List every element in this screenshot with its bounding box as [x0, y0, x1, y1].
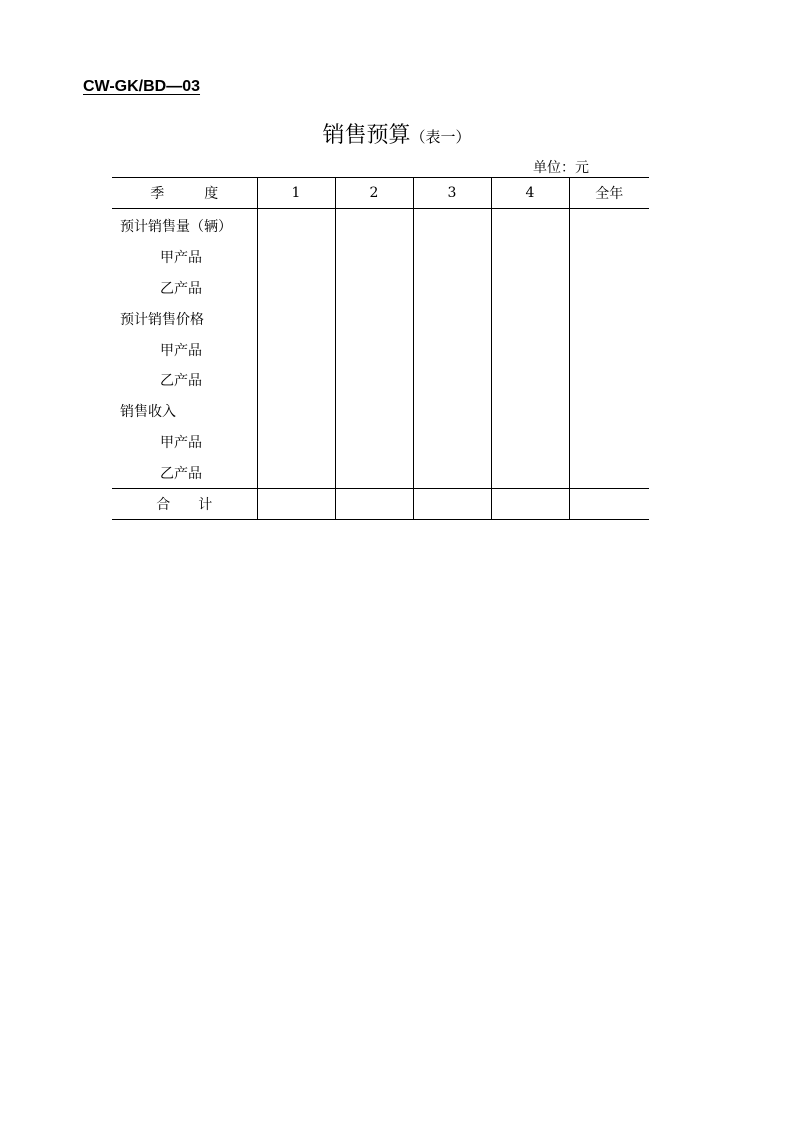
table-row [112, 396, 649, 427]
cell-year[interactable] [569, 365, 649, 396]
cell-q3[interactable] [413, 334, 491, 365]
row-label: 预计销售量（辆） [120, 219, 232, 236]
document-code: CW-GK/BD—03 [83, 78, 201, 95]
header-season [112, 178, 257, 209]
table-header-row [112, 178, 649, 209]
total-q3[interactable] [413, 489, 491, 520]
cell-q3[interactable] [413, 303, 491, 334]
cell-q1[interactable] [257, 396, 335, 427]
total-label-char-2: 计 [198, 497, 213, 514]
cell-q3[interactable] [413, 273, 491, 304]
cell-year[interactable] [569, 242, 649, 273]
total-q1[interactable] [257, 489, 335, 520]
cell-q3[interactable] [413, 396, 491, 427]
cell-q4[interactable] [491, 457, 569, 488]
cell-q4[interactable] [491, 334, 569, 365]
cell-q1[interactable] [257, 427, 335, 458]
header-season-char-1: 季 [150, 186, 165, 202]
cell-year[interactable] [569, 273, 649, 304]
cell-q1[interactable] [257, 334, 335, 365]
cell-q2[interactable] [335, 427, 413, 458]
cell-q2[interactable] [335, 457, 413, 488]
total-label-char-1: 合 [156, 497, 171, 514]
header-quarter-1: 1 [257, 178, 335, 209]
cell-q1[interactable] [257, 303, 335, 334]
total-label [112, 489, 257, 520]
cell-q4[interactable] [491, 273, 569, 304]
table-row [112, 303, 649, 334]
cell-year[interactable] [569, 427, 649, 458]
header-quarter-3: 3 [413, 178, 491, 209]
row-label: 乙产品 [160, 465, 202, 482]
cell-q2[interactable] [335, 209, 413, 242]
cell-q3[interactable] [413, 365, 491, 396]
cell-q1[interactable] [257, 273, 335, 304]
cell-q1[interactable] [257, 242, 335, 273]
cell-year[interactable] [569, 334, 649, 365]
cell-q4[interactable] [491, 396, 569, 427]
table-row [112, 427, 649, 458]
cell-year[interactable] [569, 396, 649, 427]
cell-q1[interactable] [257, 209, 335, 242]
cell-q2[interactable] [335, 242, 413, 273]
cell-q3[interactable] [413, 457, 491, 488]
page-title [0, 118, 793, 149]
cell-q1[interactable] [257, 365, 335, 396]
row-label: 甲产品 [160, 342, 202, 359]
row-label: 乙产品 [160, 373, 202, 390]
cell-q3[interactable] [413, 427, 491, 458]
cell-q4[interactable] [491, 427, 569, 458]
sales-budget-table [112, 177, 649, 520]
page-title-main: 销售预算 [322, 123, 411, 148]
cell-q4[interactable] [491, 365, 569, 396]
table-row [112, 457, 649, 488]
header-full-year: 全年 [569, 178, 649, 209]
cell-q2[interactable] [335, 273, 413, 304]
cell-q4[interactable] [491, 209, 569, 242]
table-row [112, 242, 649, 273]
row-label: 销售收入 [120, 404, 176, 421]
cell-q3[interactable] [413, 209, 491, 242]
header-quarter-4: 4 [491, 178, 569, 209]
header-quarter-2: 2 [335, 178, 413, 209]
header-season-char-2: 度 [204, 186, 219, 202]
total-q2[interactable] [335, 489, 413, 520]
total-year[interactable] [569, 489, 649, 520]
cell-year[interactable] [569, 457, 649, 488]
table-row [112, 365, 649, 396]
cell-q2[interactable] [335, 365, 413, 396]
cell-q4[interactable] [491, 242, 569, 273]
cell-year[interactable] [569, 303, 649, 334]
cell-q1[interactable] [257, 457, 335, 488]
row-label: 预计销售价格 [120, 311, 204, 328]
table-row [112, 273, 649, 304]
cell-year[interactable] [569, 209, 649, 242]
cell-q3[interactable] [413, 242, 491, 273]
total-row [112, 489, 649, 520]
total-q4[interactable] [491, 489, 569, 520]
cell-q2[interactable] [335, 396, 413, 427]
row-label: 甲产品 [160, 250, 202, 267]
cell-q2[interactable] [335, 303, 413, 334]
cell-q2[interactable] [335, 334, 413, 365]
unit-label: 单位：元 [533, 160, 589, 176]
cell-q4[interactable] [491, 303, 569, 334]
table-row [112, 209, 649, 242]
page-title-sub: （表一） [410, 128, 471, 146]
table-row [112, 334, 649, 365]
row-label: 乙产品 [160, 280, 202, 297]
row-label: 甲产品 [160, 434, 202, 451]
